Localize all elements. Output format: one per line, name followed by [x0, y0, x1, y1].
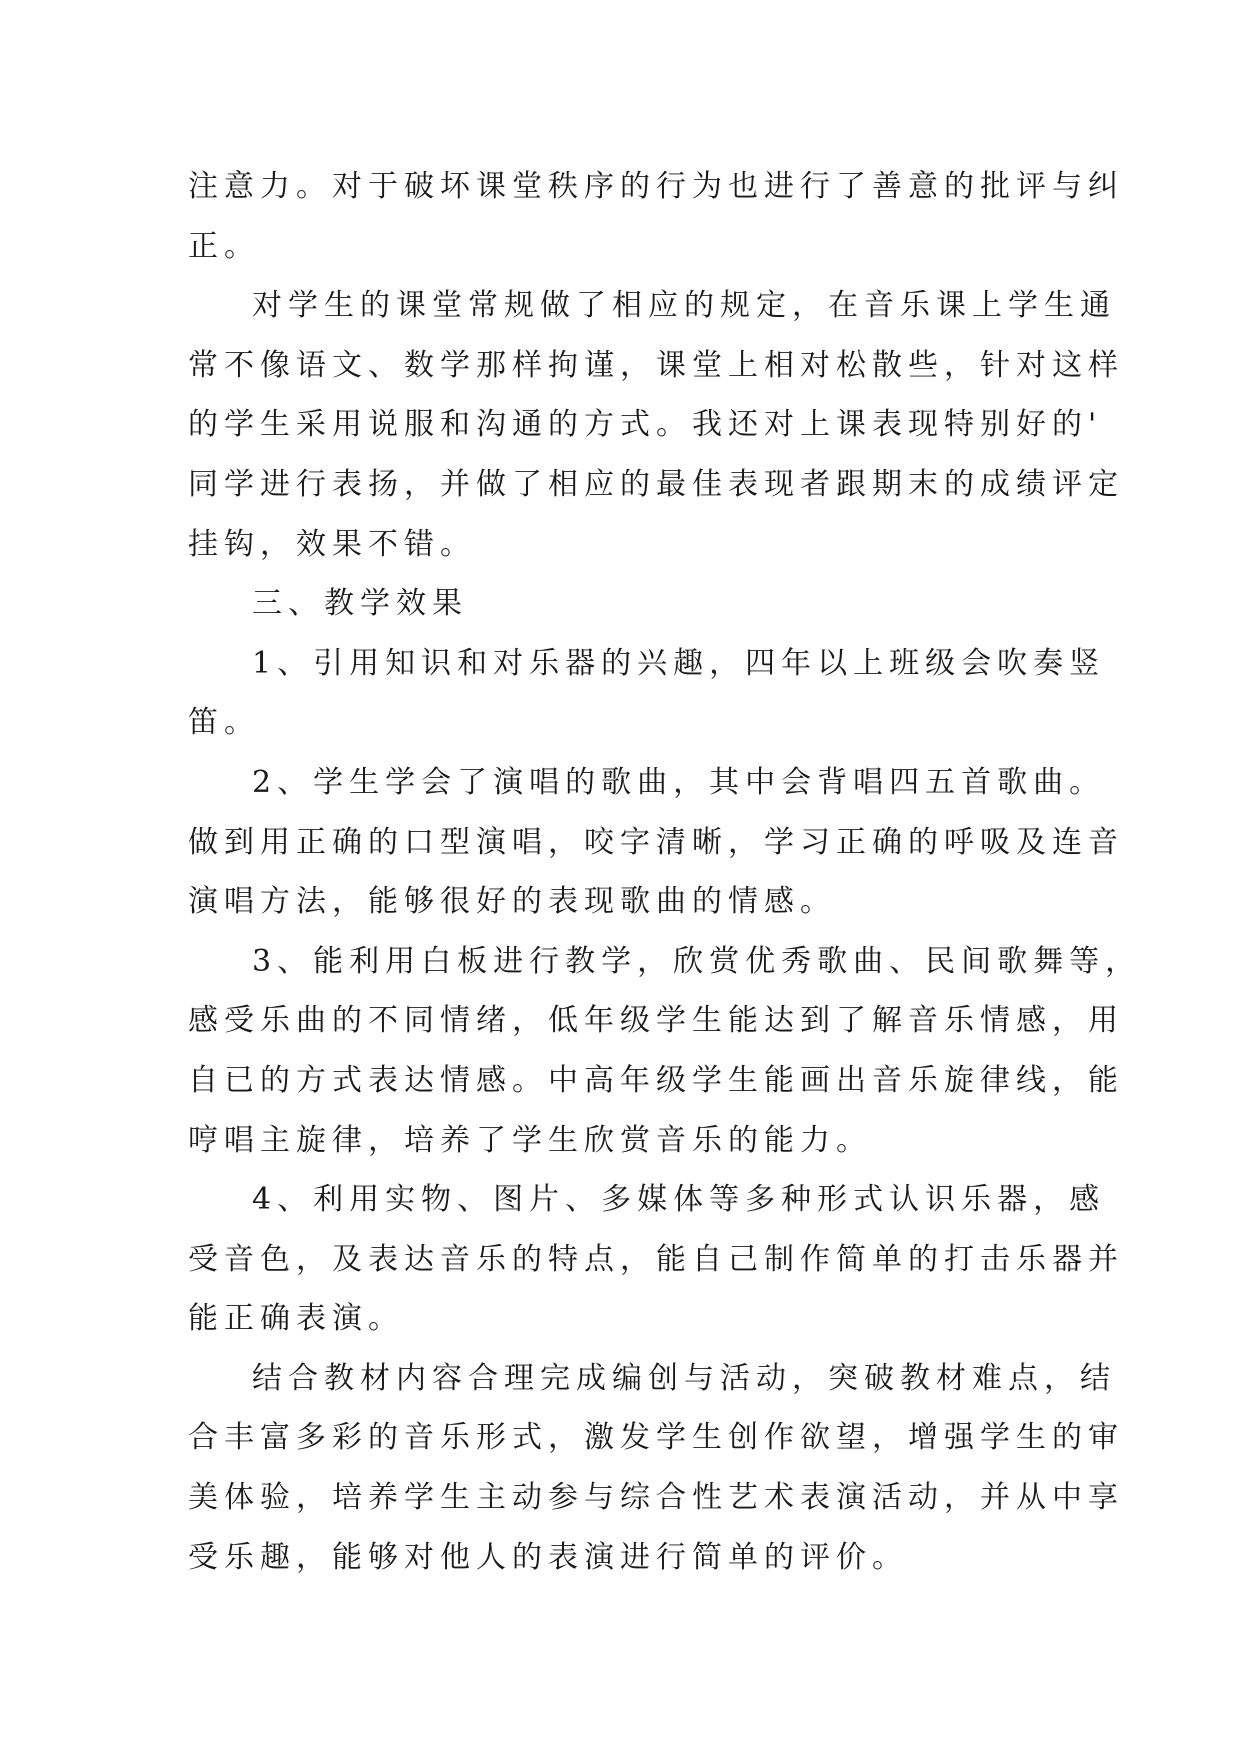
text-line: 挂钩，效果不错。 — [188, 526, 476, 562]
paragraph-start-line: 结合教材内容合理完成编创与活动，突破教材难点，结 — [252, 1360, 1116, 1396]
text-line: 受乐趣，能够对他人的表演进行简单的评价。 — [188, 1539, 908, 1575]
text-line: 美体验，培养学生主动参与综合性艺术表演活动，并从中享 — [188, 1480, 1124, 1516]
text-line: 正。 — [188, 228, 260, 264]
paragraph-start-line: 3、能利用白板进行教学，欣赏优秀歌曲、民间歌舞等， — [252, 943, 1142, 979]
text-line: 受音色，及表达音乐的特点，能自己制作简单的打击乐器并 — [188, 1241, 1124, 1277]
body-text — [188, 157, 1142, 1587]
text-line: 演唱方法，能够很好的表现歌曲的情感。 — [188, 884, 836, 920]
text-line: 感受乐曲的不同情绪，低年级学生能达到了解音乐情感，用 — [188, 1003, 1124, 1039]
section-heading: 三、教学效果 — [252, 586, 468, 622]
text-line: 的学生采用说服和沟通的方式。我还对上课表现特别好的' — [188, 407, 1103, 443]
text-line: 笛。 — [188, 705, 260, 741]
text-line: 常不像语文、数学那样拘谨，课堂上相对松散些，针对这样 — [188, 347, 1124, 383]
text-line: 同学进行表扬，并做了相应的最佳表现者跟期末的成绩评定 — [188, 466, 1124, 502]
text-line: 合丰富多彩的音乐形式，激发学生创作欲望，增强学生的审 — [188, 1420, 1124, 1456]
paragraph-start-line: 4、利用实物、图片、多媒体等多种形式认识乐器，感 — [252, 1182, 1106, 1218]
paragraph-start-line: 1、引用知识和对乐器的兴趣，四年以上班级会吹奏竖 — [252, 645, 1106, 681]
text-line: 注意力。对于破坏课堂秩序的行为也进行了善意的批评与纠 — [188, 169, 1124, 204]
paragraph-start-line: 对学生的课堂常规做了相应的规定，在音乐课上学生通 — [252, 288, 1116, 324]
paragraph-start-line: 2、学生学会了演唱的歌曲，其中会背唱四五首歌曲。 — [252, 764, 1106, 800]
text-line: 自已的方式表达情感。中高年级学生能画出音乐旋律线，能 — [188, 1062, 1124, 1098]
text-line: 做到用正确的口型演唱，咬字清晰，学习正确的呼吸及连音 — [188, 824, 1124, 860]
text-line: 哼唱主旋律，培养了学生欣赏音乐的能力。 — [188, 1122, 872, 1158]
text-line: 能正确表演。 — [188, 1301, 404, 1337]
